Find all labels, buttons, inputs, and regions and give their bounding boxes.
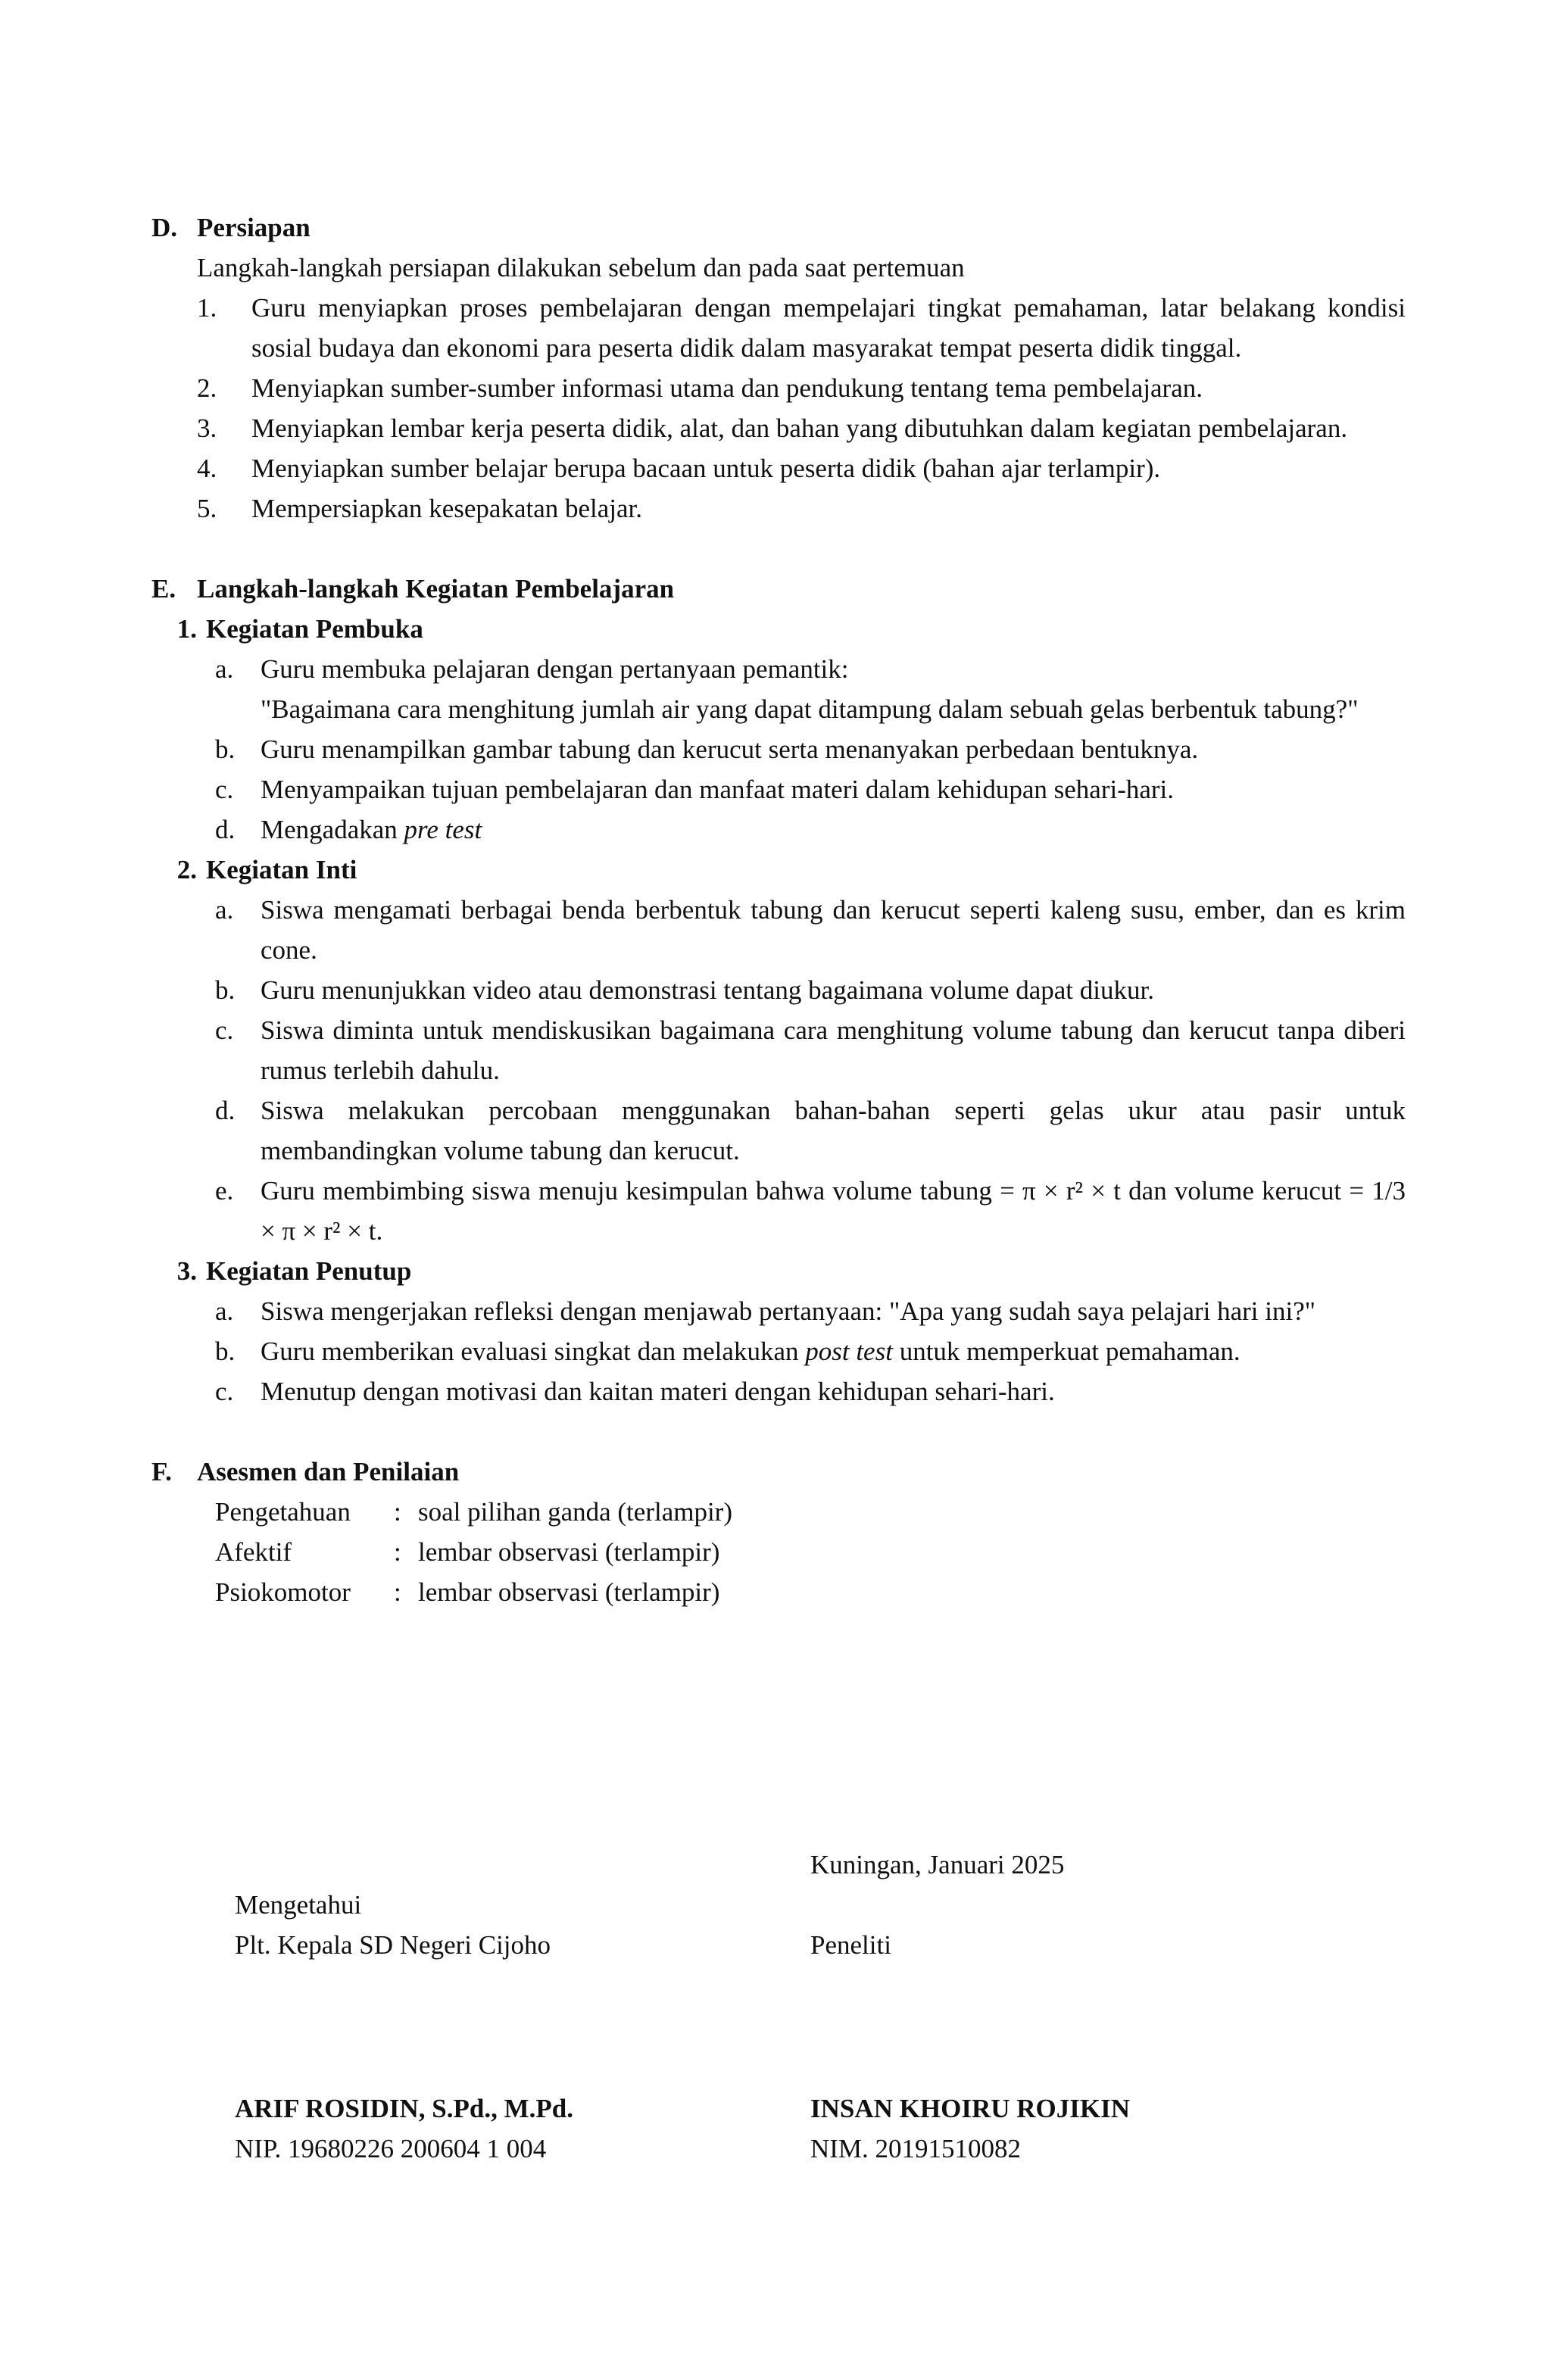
left-signatory-line1: Mengetahui [235,1890,362,1920]
section-title: Langkah-langkah Kegiatan Pembelajaran [197,574,675,604]
item-text: Siswa mengamati berbagai benda berbentuk tabung dan kerucut seperti kaleng susu, ember, dan es krim cone. [261,895,1406,965]
subsection-kegiatan-inti [161,850,1406,1251]
lettered-list [215,649,1406,850]
item-letter: d. [215,1096,236,1125]
item-text [261,809,1406,850]
section-gap [151,529,1406,569]
section-title: Asesmen dan Penilaian [197,1457,460,1486]
section-heading [151,569,1406,609]
section-letter: F. [151,1457,172,1486]
assessment-label: Psiokomotor [215,1577,351,1607]
list-item [215,1171,1406,1251]
item-text: Guru menampilkan gambar tabung dan kerucut serta menanyakan perbedaan bentuknya. [261,735,1199,764]
item-text [261,649,1406,729]
item-text: Siswa mengerjakan refleksi dengan menjawab pertanyaan: "Apa yang sudah saya pelajari hari ini?" [261,1296,1316,1326]
list-item [197,448,1406,488]
assessment-label: Afektif [215,1537,292,1567]
section-persiapan [151,207,1406,529]
section-title: Persiapan [197,213,311,242]
item-letter: d. [215,815,236,844]
list-item [197,488,1406,529]
assessment-value: lembar observasi (terlampir) [418,1577,720,1607]
right-signatory-title: Peneliti [810,1930,891,1960]
item-text-main: Mengadakan [261,815,404,844]
list-item [215,1291,1406,1331]
item-text-after: untuk memperkuat pemahaman. [892,1337,1240,1366]
item-letter: b. [215,735,236,764]
section-gap [151,1411,1406,1452]
assessment-label: Pengetahuan [215,1497,351,1527]
item-letter: e. [215,1176,234,1206]
list-item [215,769,1406,809]
left-signatory-name: ARIF ROSIDIN, S.Pd., M.Pd. [235,2094,573,2123]
item-text: Menutup dengan motivasi dan kaitan materi dengan kehidupan sehari-hari. [261,1377,1055,1406]
list-item [197,368,1406,408]
item-letter: c. [215,1015,234,1045]
assessment-row [215,1572,1406,1612]
numbered-list [197,288,1406,529]
list-item [215,1371,1406,1411]
item-number: 3. [197,413,217,443]
list-item [215,1090,1406,1171]
assessment-colon: : [394,1577,401,1607]
item-number: 4. [197,454,217,483]
subsection-number: 2. [176,855,197,884]
item-text: Menyampaikan tujuan pembelajaran dan manfaat materi dalam kehidupan sehari-hari. [261,775,1175,804]
right-signatory-name: INSAN KHOIRU ROJIKIN [810,2094,1130,2123]
item-text: Menyiapkan sumber belajar berupa bacaan untuk peserta didik (bahan ajar terlampir). [251,454,1161,483]
list-item [215,1010,1406,1090]
subsection-title: Kegiatan Inti [206,855,357,884]
item-text: Siswa diminta untuk mendiskusikan bagaimana cara menghitung volume tabung dan kerucut tanpa diberi rumus terlebih dahulu. [261,1015,1406,1085]
italic-term: post test [805,1337,893,1366]
assessment-colon: : [394,1497,401,1527]
signature-block [0,1845,1551,2223]
assessment-table [215,1492,1406,1612]
section-asesmen [151,1452,1406,1612]
item-letter: b. [215,1337,236,1366]
place-date: Kuningan, Januari 2025 [810,1850,1065,1879]
document-content [151,207,1406,1612]
item-letter: a. [215,1296,234,1326]
item-number: 5. [197,494,217,523]
left-signatory-title: Plt. Kepala SD Negeri Cijoho [235,1930,551,1960]
item-text: Menyiapkan sumber-sumber informasi utama dan pendukung tentang tema pembelajaran. [251,373,1203,403]
lettered-list [215,1291,1406,1411]
item-text-main: Guru membuka pelajaran dengan pertanyaan pemantik: [261,654,849,684]
item-number: 1. [197,293,217,323]
list-item [215,1331,1406,1371]
item-text: Guru menyiapkan proses pembelajaran dengan mempelajari tingkat pemahaman, latar belakang kondisi sosial budaya dan ekonomi para peserta didik dalam masyarakat tempat peserta didik tinggal. [251,293,1406,363]
section-heading [151,1452,1406,1492]
item-quote: "Bagaimana cara menghitung jumlah air yang dapat ditampung dalam sebuah gelas berbentuk tabung?" [261,694,1359,724]
subsection-number: 1. [176,614,197,644]
item-letter: b. [215,975,236,1005]
subsection-title: Kegiatan Pembuka [206,614,423,644]
lettered-list [215,890,1406,1251]
item-text: Menyiapkan lembar kerja peserta didik, alat, dan bahan yang dibutuhkan dalam kegiatan pembelajaran. [251,413,1348,443]
item-text: Mempersiapkan kesepakatan belajar. [251,494,643,523]
item-letter: c. [215,775,234,804]
subsection-title: Kegiatan Penutup [206,1256,412,1286]
left-signatory-nip: NIP. 19680226 200604 1 004 [235,2134,547,2163]
item-letter: c. [215,1377,234,1406]
section-langkah-kegiatan [151,569,1406,1411]
item-number: 2. [197,373,217,403]
subsection-heading [161,609,1406,649]
list-item [215,729,1406,769]
subsection-kegiatan-pembuka [161,609,1406,850]
list-item [215,970,1406,1010]
section-heading [151,207,1406,248]
subsection-heading [161,1251,1406,1291]
item-text-main: Guru memberikan evaluasi singkat dan melakukan [261,1337,806,1366]
item-letter: a. [215,654,234,684]
subsection-heading [161,850,1406,890]
list-item [197,408,1406,448]
assessment-colon: : [394,1537,401,1567]
list-item [197,288,1406,368]
section-body [197,248,1406,529]
item-text: Siswa melakukan percobaan menggunakan bahan-bahan seperti gelas ukur atau pasir untuk membandingkan volume tabung dan kerucut. [261,1096,1406,1165]
section-intro: Langkah-langkah persiapan dilakukan sebelum dan pada saat pertemuan [197,253,965,282]
item-text: Guru menunjukkan video atau demonstrasi tentang bagaimana volume dapat diukur. [261,975,1154,1005]
item-letter: a. [215,895,234,925]
section-letter: E. [151,574,176,604]
assessment-value: lembar observasi (terlampir) [418,1537,720,1567]
subsection-number: 3. [176,1256,197,1286]
list-item [215,809,1406,850]
italic-term: pre test [404,815,482,844]
item-text: Guru membimbing siswa menuju kesimpulan bahwa volume tabung = π × r² × t dan volume kerucut = 1/3 × π × r² × t. [261,1176,1406,1246]
right-signatory-nim: NIM. 20191510082 [810,2134,1022,2163]
section-letter: D. [151,213,178,242]
assessment-row [215,1492,1406,1532]
list-item [215,649,1406,729]
subsection-kegiatan-penutup [161,1251,1406,1411]
assessment-value: soal pilihan ganda (terlampir) [418,1497,732,1527]
list-item [215,890,1406,970]
assessment-row [215,1532,1406,1572]
item-text [261,1331,1406,1371]
